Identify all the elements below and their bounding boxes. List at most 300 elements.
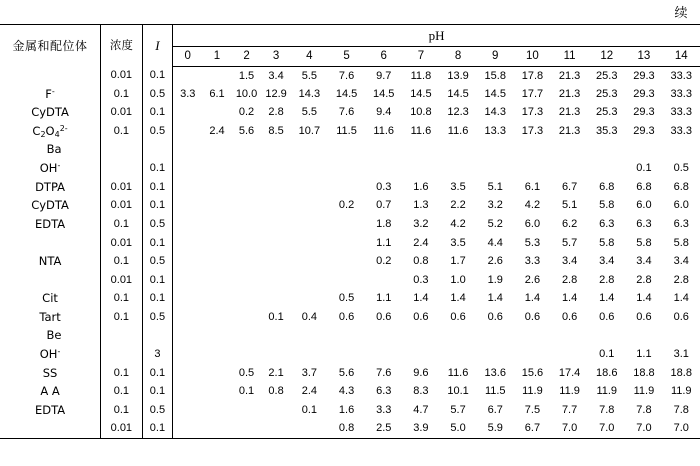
cell-ph-2 — [232, 252, 262, 271]
cell-ph-8 — [439, 345, 476, 364]
row-ionic-strength: 0.5 — [142, 401, 173, 420]
cell-ph-13: 3.4 — [636, 255, 652, 268]
cell-ph-10 — [514, 141, 551, 160]
cell-ph-13: 18.8 — [633, 366, 655, 379]
cell-ph-14: 3.4 — [673, 255, 689, 268]
cell-ph-5 — [328, 252, 365, 271]
cell-ph-8: 1.7 — [450, 255, 466, 268]
cell-ph-0 — [173, 290, 203, 309]
cell-ph-1 — [202, 401, 232, 420]
cell-ph-1 — [202, 345, 232, 364]
header-ph-9: 9 — [477, 47, 514, 67]
cell-ph-5 — [328, 271, 365, 290]
cell-ph-14: 7.8 — [673, 403, 689, 416]
row-ionic-strength: 0.1 — [142, 383, 173, 402]
row-ionic-strength: 0.1 — [142, 178, 173, 197]
cell-ph-8: 0.6 — [450, 311, 466, 324]
cell-ph-10: 3.3 — [524, 255, 541, 268]
cell-ph-10 — [514, 159, 551, 178]
cell-ph-10: 7.5 — [524, 403, 541, 416]
cell-ph-2 — [232, 215, 262, 234]
row-label — [0, 420, 101, 439]
header-ph-5: 5 — [328, 47, 365, 67]
cell-ph-10: 2.6 — [524, 273, 541, 286]
cell-ph-9: 2.6 — [487, 255, 503, 268]
cell-ph-3 — [261, 215, 291, 234]
cell-ph-1 — [202, 271, 232, 290]
cell-ph-8 — [439, 141, 476, 160]
header-ph-1: 1 — [202, 47, 232, 67]
cell-ph-6 — [365, 159, 402, 178]
cell-ph-13: 5.8 — [636, 236, 652, 249]
cell-ph-14 — [663, 327, 700, 346]
cell-ph-2 — [232, 327, 262, 346]
cell-ph-2 — [232, 197, 262, 216]
cell-ph-7: 3.9 — [402, 420, 439, 439]
cell-ph-2: 0.5 — [238, 366, 255, 379]
table-row — [0, 178, 700, 197]
cell-ph-4 — [291, 197, 328, 216]
header-ph-13: 13 — [625, 47, 662, 67]
row-label — [0, 271, 101, 290]
cell-ph-7 — [402, 345, 439, 364]
cell-ph-3 — [261, 197, 291, 216]
cell-ph-4 — [291, 178, 328, 197]
cell-ph-11 — [551, 345, 588, 364]
cell-ph-0 — [173, 104, 203, 123]
cell-ph-5 — [328, 345, 365, 364]
row-label: DTPA — [35, 179, 66, 194]
row-concentration: 0.1 — [101, 383, 143, 402]
header-concentration: 浓度 — [101, 25, 143, 67]
row-concentration: 0.1 — [101, 122, 143, 141]
cell-ph-12: 6.3 — [599, 218, 615, 231]
cell-ph-6: 14.5 — [373, 87, 395, 100]
cell-ph-12: 3.4 — [599, 255, 615, 268]
row-label: CyDTA — [31, 105, 69, 120]
cell-ph-2: 0.2 — [238, 106, 255, 119]
cell-ph-12: 25.3 — [596, 106, 618, 119]
cell-ph-4 — [291, 234, 328, 253]
table-row — [0, 383, 700, 402]
cell-ph-3: 0.1 — [268, 311, 284, 324]
cell-ph-6: 0.2 — [376, 255, 392, 268]
cell-ph-2 — [232, 420, 262, 439]
row-concentration: 0.1 — [101, 308, 143, 327]
data-table — [0, 24, 700, 439]
cell-ph-5: 7.6 — [338, 106, 355, 119]
row-concentration: 0.01 — [101, 197, 143, 216]
cell-ph-12 — [588, 159, 625, 178]
cell-ph-2 — [232, 290, 262, 309]
cell-ph-2 — [232, 178, 262, 197]
cell-ph-11: 21.3 — [558, 87, 581, 100]
cell-ph-3: 12.9 — [265, 87, 287, 100]
cell-ph-4: 0.4 — [301, 311, 318, 324]
table-header — [0, 25, 700, 67]
cell-ph-12: 18.6 — [596, 366, 618, 379]
cell-ph-0 — [173, 345, 203, 364]
cell-ph-0 — [173, 383, 203, 402]
table-row — [0, 420, 700, 439]
row-label: SS — [42, 365, 58, 380]
cell-ph-10: 4.2 — [524, 199, 541, 212]
cell-ph-1 — [202, 215, 232, 234]
table-row — [0, 215, 700, 234]
cell-ph-2 — [232, 234, 262, 253]
cell-ph-11: 21.3 — [558, 106, 581, 119]
cell-ph-12: 1.4 — [599, 292, 615, 305]
cell-ph-12 — [588, 327, 625, 346]
cell-ph-14 — [663, 141, 700, 160]
cell-ph-2: 5.6 — [238, 125, 255, 138]
cell-ph-6: 9.4 — [376, 106, 392, 119]
cell-ph-8: 1.0 — [450, 273, 466, 286]
cell-ph-3: 2.8 — [268, 106, 284, 119]
cell-ph-10: 17.7 — [521, 87, 544, 100]
cell-ph-5: 0.5 — [338, 292, 355, 305]
cell-ph-14: 1.4 — [673, 292, 689, 305]
cell-ph-5 — [328, 234, 365, 253]
header-ph-6: 6 — [365, 47, 402, 67]
cell-ph-5 — [328, 178, 365, 197]
cell-ph-8: 12.3 — [447, 106, 469, 119]
cell-ph-4: 14.3 — [298, 87, 321, 100]
cell-ph-7: 11.8 — [410, 69, 432, 82]
row-concentration — [101, 159, 143, 178]
cell-ph-7: 1.3 — [413, 199, 429, 212]
cell-ph-3 — [261, 252, 291, 271]
cell-ph-11: 7.0 — [551, 420, 588, 439]
cell-ph-9: 1.4 — [487, 292, 503, 305]
cell-ph-6: 0.6 — [376, 311, 392, 324]
row-concentration: 0.1 — [101, 85, 143, 104]
cell-ph-9 — [477, 327, 514, 346]
row-ionic-strength: 0.1 — [142, 290, 173, 309]
cell-ph-13: 1.1 — [636, 348, 652, 361]
cell-ph-5 — [328, 141, 365, 160]
cell-ph-4: 5.5 — [301, 69, 318, 82]
cell-ph-14: 6.0 — [673, 199, 689, 212]
cell-ph-7: 9.6 — [413, 366, 429, 379]
cell-ph-14: 0.5 — [673, 162, 689, 175]
cell-ph-9: 4.4 — [487, 236, 503, 249]
cell-ph-3 — [261, 159, 291, 178]
row-concentration: 0.01 — [101, 420, 143, 439]
cell-ph-12: 2.8 — [599, 273, 615, 286]
row-label: Be — [46, 328, 62, 343]
cell-ph-7 — [402, 141, 439, 160]
table-row — [0, 197, 700, 216]
cell-ph-4: 0.1 — [301, 403, 318, 416]
cell-ph-7 — [402, 159, 439, 178]
cell-ph-12: 0.1 — [599, 348, 615, 361]
cell-ph-13: 7.0 — [625, 420, 662, 439]
header-ph-2: 2 — [232, 47, 262, 67]
table-row — [0, 271, 700, 290]
cell-ph-11: 6.7 — [561, 180, 578, 193]
cell-ph-12: 5.8 — [599, 236, 615, 249]
cell-ph-11 — [551, 327, 588, 346]
cell-ph-7: 1.4 — [413, 292, 429, 305]
cell-ph-14: 6.8 — [673, 180, 689, 193]
header-ph-11: 11 — [551, 47, 588, 67]
cell-ph-12: 0.6 — [599, 311, 615, 324]
cell-ph-0 — [173, 327, 203, 346]
row-concentration: 0.1 — [101, 252, 143, 271]
cell-ph-8: 5.0 — [439, 420, 476, 439]
cell-ph-2 — [232, 401, 262, 420]
cell-ph-8: 3.5 — [450, 180, 466, 193]
cell-ph-13: 2.8 — [636, 273, 652, 286]
cell-ph-1 — [202, 364, 232, 383]
cell-ph-3: 8.5 — [268, 125, 284, 138]
cell-ph-13: 29.3 — [633, 69, 655, 82]
cell-ph-11: 2.8 — [561, 273, 578, 286]
table-row — [0, 364, 700, 383]
cell-ph-11: 1.4 — [561, 292, 578, 305]
cell-ph-6: 6.3 — [376, 385, 392, 398]
cell-ph-4: 2.4 — [301, 385, 318, 398]
cell-ph-9: 13.6 — [484, 366, 506, 379]
cell-ph-1 — [202, 383, 232, 402]
table-row — [0, 290, 700, 309]
cell-ph-1 — [202, 234, 232, 253]
header-metal-ligand: 金属和配位体 — [0, 25, 101, 67]
cell-ph-14: 18.8 — [670, 366, 692, 379]
row-ionic-strength: 0.1 — [142, 420, 173, 439]
cell-ph-0 — [173, 67, 203, 86]
cell-ph-2 — [232, 271, 262, 290]
row-label: F- — [45, 86, 55, 101]
cell-ph-5: 11.5 — [336, 125, 357, 138]
cell-ph-13: 7.8 — [636, 403, 652, 416]
header-ionic-strength: I — [142, 25, 173, 67]
cell-ph-14: 7.0 — [663, 420, 700, 439]
cell-ph-13: 6.0 — [636, 199, 652, 212]
cell-ph-8: 4.2 — [450, 218, 466, 231]
cell-ph-0 — [173, 141, 203, 160]
row-ionic-strength: 0.1 — [142, 104, 173, 123]
cell-ph-8 — [439, 327, 476, 346]
row-ionic-strength: 0.5 — [142, 122, 173, 141]
cell-ph-12: 25.3 — [596, 69, 618, 82]
cell-ph-7: 10.8 — [410, 106, 432, 119]
cell-ph-9 — [477, 345, 514, 364]
row-label: $C_2O_4^{2-}$ — [32, 123, 68, 139]
cell-ph-14: 33.3 — [670, 69, 692, 82]
cell-ph-13: 6.8 — [636, 180, 652, 193]
cell-ph-9: 14.5 — [484, 87, 506, 100]
row-label: A A — [40, 384, 60, 399]
cell-ph-14: 11.9 — [670, 385, 692, 398]
cell-ph-6: 0.3 — [376, 180, 392, 193]
row-concentration: 0.1 — [101, 215, 143, 234]
header-ph-group: pH — [173, 25, 700, 47]
row-concentration — [101, 141, 143, 160]
cell-ph-13: 0.6 — [636, 311, 652, 324]
table-row — [0, 141, 700, 160]
cell-ph-11 — [551, 141, 588, 160]
table-row — [0, 234, 700, 253]
row-concentration: 0.01 — [101, 234, 143, 253]
row-ionic-strength: 0.1 — [142, 197, 173, 216]
continuation-label: 续 — [674, 6, 688, 21]
cell-ph-2 — [232, 345, 262, 364]
row-label: Ba — [46, 142, 62, 157]
cell-ph-11: 21.3 — [558, 69, 581, 82]
table-row — [0, 252, 700, 271]
cell-ph-0: 3.3 — [173, 85, 203, 104]
cell-ph-0 — [173, 159, 203, 178]
cell-ph-7: 2.4 — [413, 236, 429, 249]
row-ionic-strength — [142, 141, 173, 160]
cell-ph-6: 7.6 — [376, 366, 392, 379]
table-row — [0, 327, 700, 346]
cell-ph-10: 17.3 — [521, 106, 544, 119]
cell-ph-4 — [291, 159, 328, 178]
row-label: EDTA — [34, 216, 66, 231]
cell-ph-8: 10.1 — [447, 385, 469, 398]
cell-ph-9: 14.3 — [484, 106, 506, 119]
row-concentration: 0.01 — [101, 271, 143, 290]
row-label: NTA — [38, 253, 62, 268]
cell-ph-14: 33.3 — [670, 87, 692, 100]
cell-ph-12: 7.0 — [588, 420, 625, 439]
cell-ph-7: 0.3 — [413, 273, 429, 286]
row-label: EDTA — [34, 402, 66, 417]
row-label — [0, 67, 101, 86]
cell-ph-6: 1.1 — [376, 236, 392, 249]
cell-ph-3 — [261, 420, 291, 439]
cell-ph-12: 25.3 — [596, 87, 618, 100]
cell-ph-10: 6.7 — [514, 420, 551, 439]
row-label: OH- — [39, 161, 61, 176]
cell-ph-11 — [551, 159, 588, 178]
cell-ph-2 — [232, 308, 262, 327]
cell-ph-9: 11.5 — [484, 385, 506, 398]
cell-ph-6: 9.7 — [376, 69, 392, 82]
cell-ph-1 — [202, 67, 232, 86]
header-ph-7: 7 — [402, 47, 439, 67]
cell-ph-6: 1.8 — [376, 218, 392, 231]
header-ph-10: 10 — [514, 47, 551, 67]
table-body — [0, 67, 700, 439]
table-row — [0, 85, 700, 104]
cell-ph-9: 5.2 — [487, 218, 503, 231]
cell-ph-14: 3.1 — [673, 348, 689, 361]
cell-ph-13: 29.3 — [633, 87, 655, 100]
cell-ph-13: 11.9 — [633, 385, 655, 398]
cell-ph-10: 5.3 — [524, 236, 541, 249]
cell-ph-7: 0.8 — [413, 255, 429, 268]
cell-ph-7 — [402, 327, 439, 346]
cell-ph-1 — [202, 327, 232, 346]
header-row-top — [0, 25, 700, 47]
row-concentration — [101, 327, 143, 346]
cell-ph-8: 11.6 — [447, 125, 469, 138]
cell-ph-3: 3.4 — [268, 69, 284, 82]
cell-ph-14: 6.3 — [673, 218, 689, 231]
cell-ph-10 — [514, 327, 551, 346]
cell-ph-4 — [291, 420, 328, 439]
cell-ph-3 — [261, 178, 291, 197]
cell-ph-1: 6.1 — [209, 87, 225, 100]
cell-ph-10 — [514, 345, 551, 364]
cell-ph-4 — [291, 141, 328, 160]
cell-ph-9: 3.2 — [487, 199, 503, 212]
cell-ph-7: 4.7 — [413, 403, 429, 416]
cell-ph-6: 2.5 — [365, 420, 402, 439]
cell-ph-7: 0.6 — [413, 311, 429, 324]
cell-ph-0 — [173, 420, 203, 439]
cell-ph-3 — [261, 271, 291, 290]
cell-ph-11: 5.1 — [561, 199, 578, 212]
row-concentration: 0.01 — [101, 67, 143, 86]
cell-ph-3 — [261, 234, 291, 253]
cell-ph-3 — [261, 345, 291, 364]
cell-ph-11: 17.4 — [558, 366, 581, 379]
row-ionic-strength: 3 — [142, 345, 173, 364]
row-ionic-strength — [142, 327, 173, 346]
cell-ph-0 — [173, 252, 203, 271]
cell-ph-0 — [173, 401, 203, 420]
cell-ph-5: 0.6 — [338, 311, 355, 324]
cell-ph-11: 5.7 — [561, 236, 578, 249]
cell-ph-0 — [173, 197, 203, 216]
row-concentration — [101, 345, 143, 364]
cell-ph-3: 2.1 — [268, 366, 284, 379]
cell-ph-3 — [261, 401, 291, 420]
cell-ph-8: 11.6 — [447, 366, 469, 379]
cell-ph-9: 5.9 — [477, 420, 514, 439]
cell-ph-6 — [365, 327, 402, 346]
cell-ph-12: 35.3 — [596, 125, 618, 138]
row-ionic-strength: 0.1 — [142, 364, 173, 383]
cell-ph-10: 15.6 — [521, 366, 544, 379]
row-ionic-strength: 0.5 — [142, 85, 173, 104]
cell-ph-5: 4.3 — [338, 385, 355, 398]
cell-ph-3 — [261, 290, 291, 309]
cell-ph-9: 13.3 — [484, 125, 506, 138]
cell-ph-6 — [365, 141, 402, 160]
cell-ph-6: 1.1 — [376, 292, 392, 305]
cell-ph-9: 5.1 — [487, 180, 503, 193]
cell-ph-1 — [202, 420, 232, 439]
header-ph-12: 12 — [588, 47, 625, 67]
cell-ph-0 — [173, 122, 203, 141]
row-ionic-strength: 0.5 — [142, 252, 173, 271]
row-ionic-strength: 0.1 — [142, 159, 173, 178]
table-row — [0, 104, 700, 123]
cell-ph-9: 6.7 — [487, 403, 503, 416]
cell-ph-4: 3.7 — [301, 366, 318, 379]
cell-ph-5: 7.6 — [338, 69, 355, 82]
row-label: CyDTA — [31, 198, 69, 213]
header-ph-14: 14 — [663, 47, 700, 67]
cell-ph-3 — [261, 141, 291, 160]
header-ph-3: 3 — [261, 47, 291, 67]
cell-ph-9: 15.8 — [484, 69, 506, 82]
cell-ph-6: 0.7 — [376, 199, 392, 212]
row-label: OH- — [39, 346, 61, 361]
cell-ph-12 — [588, 141, 625, 160]
row-label — [0, 234, 101, 253]
cell-ph-4 — [291, 290, 328, 309]
header-ph-8: 8 — [439, 47, 476, 67]
cell-ph-4 — [291, 345, 328, 364]
cell-ph-3 — [261, 327, 291, 346]
